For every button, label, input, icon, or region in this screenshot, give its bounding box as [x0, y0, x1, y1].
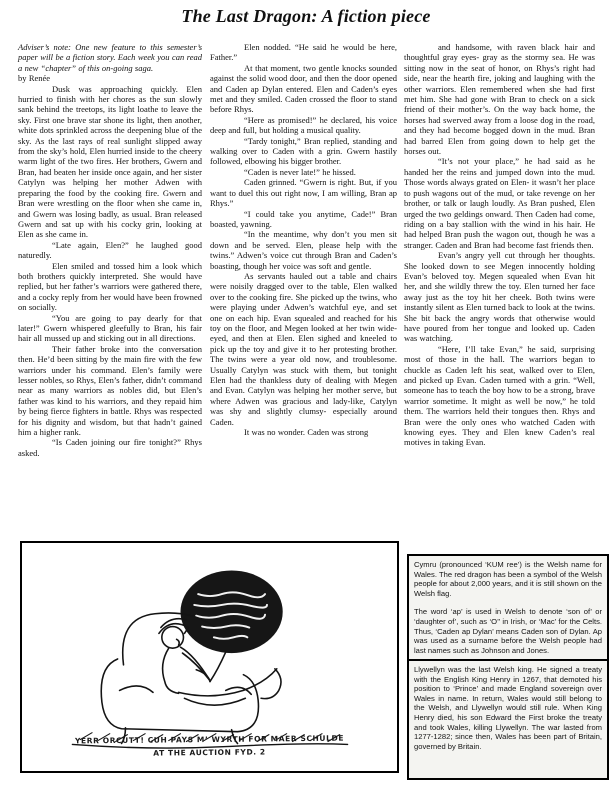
story-paragraph: Elen nodded. “He said he would be here, Father.” — [210, 42, 397, 63]
story-paragraph: Evan’s angry yell cut through her thoughts. She looked down to see Megen innocently holding Evan’s beloved toy. Megen squealed when Evan hit her, and she wildly threw the toy. Elen turned her face away just as the toy hit her cheek. Both twins were instantly silent as Elen turned back to look at the twins. She bit back the angry words that otherwise would have poured from her tongue and looked up. Caden was watching. — [404, 250, 595, 344]
auction-sign — [181, 571, 283, 654]
story-paragraph: “I could take you anytime, Cade!” Bran boasted, yawning. — [210, 208, 397, 229]
story-paragraph: It was no wonder. Caden was strong — [244, 427, 369, 438]
story-paragraph: “You are going to pay dearly for that later!” Gwern whispered gleefully to Bran, his fair hair all mussed up and sticking out in all directions. — [18, 312, 202, 344]
column-3-paragraphs — [404, 42, 595, 448]
cartoon-caption-line-1: YERR ORCUTT! CUH PAYS M’ WYRTH FOR MAER SCHULDE — [74, 733, 345, 746]
story-column-2 — [210, 42, 397, 437]
story-paragraph: Their father broke into the conversation then. He’d been sitting by the main fire with the few warriors under his command. Elen’s family were lesser nobles, so Rhys, Elen’s father, didn’t command near as many warriors as nobles did, but Elen’s father was kind to his warriors, and they repaid him by being fierce fighters in battle. Rhys was respected for his dignity and wisdom, but that hadn’t gained him a higher rank. — [18, 343, 202, 438]
story-paragraph: Dusk was approaching quickly. Elen hurried to finish with her chores as the sun slowly sank behind the treetops, its light loathe to leave the sky. First one brave star shone its light, then another, white dots sprinkled across the deepening blue of the sky. As the last rays of real sunlight slipped away from the sky’s hold, Elen hurried inside to the cheery warm light of the two fires. Her brothers, Gwern and Bran, had beaten her inside once again, and her sister Catylyn was helping her mother Adwen with preparing the food by the cooking fire. Gwern and Bran were wrestling on the floor when she came in, and Gwern was losing badly, as usual. Bran released Gwern and sat up with his cocky grin, looking at Elen as she came in. — [18, 83, 202, 240]
story-paragraph: and handsome, with raven black hair and thoughtful gray eyes- gray as the stormy sea. He was sitting now in the seat of honor, on Rhys’s right had side, near the hearth fire, joking and laughing with the other warriors. Elen remembered when she had first met him. She had gone with Bran to check on a sick friend of their mother’s. On the way back home, the horses had swerved away from a loose dog in the road, and they had become bogged down in the mud. Bran had barred Elen from going down to help get the horses out. — [404, 42, 595, 157]
story-paragraph: “Caden is never late!” he hissed. — [244, 166, 356, 177]
story-paragraph: “Tardy tonight,” Bran replied, standing and walking over to Caden with a grin. Gwern hastily followed, elbowing his bigger brother. — [210, 135, 397, 167]
adviser-note: Adviser’s note: One new feature to this semester’s paper will be a fiction story. Each week you can read a new “chapter” of this on-going saga. — [18, 42, 202, 73]
story-paragraph: Elen smiled and tossed him a look which both brothers quickly interpreted. She would have replied, but her father’s warriors were gathered there, and a cocky reply from her would have been frowned on socially. — [18, 260, 202, 313]
sidebar-box-welsh-facts — [407, 554, 609, 661]
story-column-1 — [18, 42, 202, 458]
sidebar-paragraph: Cymru (pronounced ‘KUM ree’) is the Welsh name for Wales. The red dragon has been a symbol of the Welsh people for about 2,000 years, and it is still shown on the Welsh flag. — [414, 560, 602, 598]
column-1-paragraphs — [18, 84, 202, 459]
column-2-paragraphs — [210, 42, 397, 437]
story-paragraph: “Is Caden joining our fire tonight?” Rhys asked. — [18, 437, 202, 458]
sidebar-box-llywellyn — [407, 659, 609, 780]
story-paragraph: At that moment, two gentle knocks sounded against the solid wood door, and then the door opened and Caden ap Dylan entered. Elen and Caden’s eyes met and they smiled. Caden crossed the floor to stand before Rhys. — [210, 62, 397, 115]
story-paragraph: “Here as promised!” he declared, his voice deep and full, but holding a musical quality. — [210, 114, 397, 136]
story-paragraph: As servants hauled out a table and chairs were noisily dragged over to the table, Elen walked over to the cooking fire. She picked up the twins, who were playing under Adwen’s watchful eye, and set one on each hip. Evan squealed and reached for his toy on the floor, and Megen looked at her twin wide-eyed, and then at Elen. Elen sighed and kneeled to pick up the toy and give it to her protesting brother. The twins were a year old now, and troublesome. Usually Catylyn was stuck with them, but tonight Elen had the thankless duty of dealing with Megen and Evan. Catylyn was helping her mother serve, but where Adwen was gracious and lady-like, Catylyn was shy and slightly clumsy- especially around Caden. — [210, 270, 397, 427]
sidebar-paragraph: The word ‘ap’ is used in Welsh to denote ‘son of’ or ‘daughter of’, such as ‘O’’ in Irish, or ‘Mac’ for the Celts. Thus, ‘Caden ap Dylan’ means Caden son of Dylan. Ap was used as a surname before the Welsh people had last names such as Johnson and Jones. — [414, 607, 602, 655]
story-paragraph: “Late again, Elen?” he laughed good naturedly. — [18, 239, 202, 261]
page-title: The Last Dragon: A fiction piece — [181, 6, 431, 26]
story-column-3 — [404, 42, 595, 448]
sidebar-paragraph: Llywellyn was the last Welsh king. He signed a treaty with the English King Henry in 1267, that demoted his position to ‘Prince’ and made England sovereign over Wales in name. In return, Wales would still belong to the Welsh, and Llywellyn would still rule. When King Henry died, his son Edward the First broke the treaty and took Wales, killing Llywellyn. The war lasted from 1277-1282; since then, Wales has been part of Britain, governed by Britain. — [414, 665, 602, 751]
byline: by Renée — [18, 73, 51, 84]
sign-pole — [210, 652, 226, 681]
story-paragraph: “In the meantime, why don’t you men sit down and be served. Elen, please help with the twins.” Adwen’s voice cut through Bran and Caden’s boasting, though her voice was soft and gentle. — [210, 229, 397, 271]
story-paragraph: “It’s not your place,” he had said as he handed her the reins and jumped down into the mud. Those words always grated on Elen- it wasn’t her place to push wagons out of the mud, or take revenge on her brother, or talk or laugh loudly. As Bran pushed, Elen urged the two geldings onward. Then Caden had come, riding on a bay stallion with the wind in his hair. He had helped Bran push the wagon out, though he was a stranger. Caden and Bran had become fast friends then. — [404, 156, 595, 250]
story-paragraph: Caden grinned. “Gwern is right. But, if you want to duel this out right now, I am willing, Bran ap Rhys.” — [210, 177, 397, 209]
story-paragraph: “Here, I’ll take Evan,” he said, surprising most of those in the hall. The warriors began to chuckle as Caden left his seat, walked over to Elen, and picked up Evan. Caden turned with a grin. “Well, someone has to teach the boy how to be a strong, brave warrior sometime. It might as well be now,” he told them. The warriors held their tongues then. Rhys and Bran were the only ones who watched Caden with knowing eyes. They and Elen knew Caden’s real motives in taking Evan. — [404, 343, 595, 448]
cartoon-caption-line-2: AT THE AUCTION FYD. 2 — [153, 747, 266, 758]
cartoon-panel — [20, 541, 399, 773]
